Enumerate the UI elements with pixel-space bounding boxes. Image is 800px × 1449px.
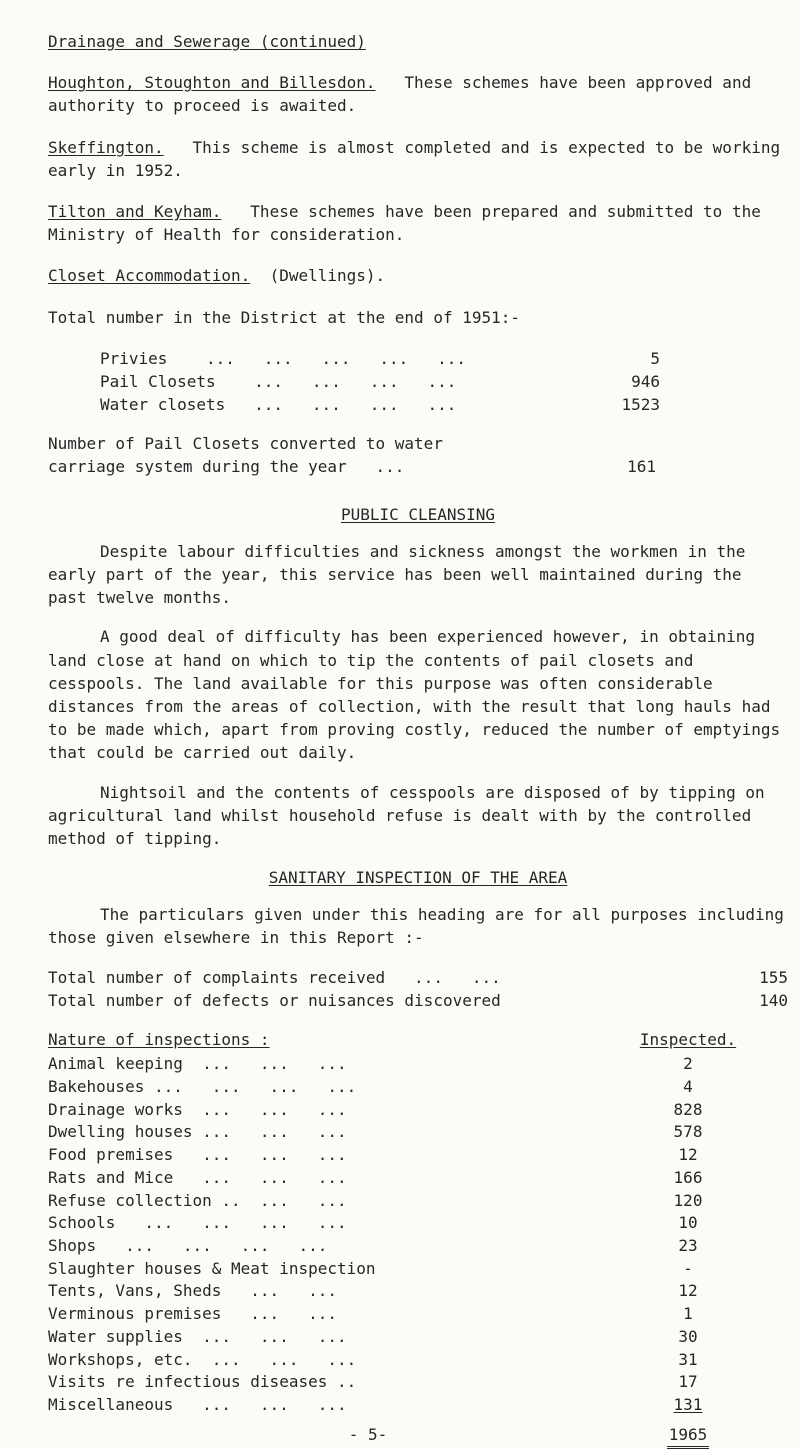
table-row: Bakehouses ... ... ... ... 4 [48, 1076, 693, 1096]
paragraph: Nightsoil and the contents of cesspools are disposed of by tipping on agricultural land whilst household refuse is dealt with by the controlled method of tipping. [48, 782, 765, 848]
closet-heading: Closet Accommodation. (Dwellings). [48, 266, 386, 286]
closet-total-line: Total number in the District at the end of 1951:- [48, 307, 521, 327]
table-row: Refuse collection .. ... ... 120 [48, 1190, 703, 1210]
table-row: Schools ... ... ... ... 10 [48, 1213, 698, 1233]
paragraph: A good deal of difficulty has been experienced however, in obtaining land close at hand on which to tip the contents of pail closets and cesspools. The land available for this purpose was often considerable distances from the areas of collection, with the result that long hauls had to be made which, apart from proving costly, reduced the number of emptyings that could be carried out daily. [48, 627, 781, 763]
table-row: Drainage works ... ... ... 828 [48, 1099, 703, 1119]
count-row: Total number of defects or nuisances discovered 140 [48, 990, 788, 1010]
drainage-item-heading: Skeffington. [48, 137, 164, 157]
table-row: Tents, Vans, Sheds ... ... 12 [48, 1281, 698, 1301]
paragraph: The particulars given under this heading are for all purposes including those given elsewhere in this Report :- [48, 905, 784, 948]
converted-value: 161 [627, 457, 656, 477]
table-row: Rats and Mice ... ... ... 166 [48, 1167, 703, 1187]
closet-figures [48, 347, 788, 417]
table-row: Workshops, etc. ... ... ... 31 [48, 1349, 698, 1369]
table-row: Slaughter houses & Meat inspection - [48, 1258, 693, 1278]
drainage-item-text: These schemes have been approved and authority to proceed is awaited. [48, 73, 752, 116]
section-title-sanitary-inspection: SANITARY INSPECTION OF THE AREA [268, 868, 568, 888]
section-title-public-cleansing: PUBLIC CLEANSING [340, 504, 496, 524]
inspections-table-header: Nature of inspections : Inspected. [48, 1030, 737, 1049]
drainage-item-heading: Tilton and Keyham. [48, 201, 222, 221]
count-row: Total number of complaints received ... ... 155 [48, 967, 788, 987]
table-row: Animal keeping ... ... ... 2 [48, 1054, 693, 1074]
page-number: - 5- [348, 1424, 388, 1444]
inspections-table [48, 1053, 788, 1417]
closet-row: Water closets ... ... ... ... 1523 [100, 395, 660, 415]
inspections-total: 1965 [667, 1423, 710, 1449]
drainage-section [48, 71, 788, 246]
drainage-item-text: This scheme is almost completed and is expected to be working early in 1952. [48, 137, 781, 180]
table-total-row [48, 1423, 748, 1449]
table-row: Visits re infectious diseases .. 17 [48, 1372, 698, 1392]
paragraph: Despite labour difficulties and sickness amongst the workmen in the early part of the year, this service has been well maintained during the past twelve months. [48, 541, 746, 608]
drainage-item [48, 71, 788, 117]
drainage-item-text: These schemes have been prepared and submitted to the Ministry of Health for consideration. [48, 201, 761, 245]
complaint-counts [48, 966, 788, 1012]
drainage-item [48, 200, 788, 246]
drainage-item-heading: Houghton, Stoughton and Billesdon. [48, 73, 376, 93]
table-row: Miscellaneous ... ... ... 131 [48, 1394, 703, 1414]
page-title: Drainage and Sewerage (continued) [48, 32, 366, 51]
table-row: Water supplies ... ... ... 30 [48, 1326, 698, 1346]
table-row: Verminous premises ... ... 1 [48, 1304, 693, 1324]
table-row: Shops ... ... ... ... 23 [48, 1235, 698, 1255]
table-row: Food premises ... ... ... 12 [48, 1145, 698, 1165]
drainage-item [48, 136, 788, 182]
closet-row: Pail Closets ... ... ... ... 946 [100, 371, 660, 391]
table-row: Dwelling houses ... ... ... 578 [48, 1122, 703, 1142]
closet-row: Privies ... ... ... ... ... 5 [100, 348, 660, 368]
converted-closets: Number of Pail Closets converted to water carriage system during the year ... 161 [48, 432, 788, 478]
document-page [48, 30, 788, 1449]
